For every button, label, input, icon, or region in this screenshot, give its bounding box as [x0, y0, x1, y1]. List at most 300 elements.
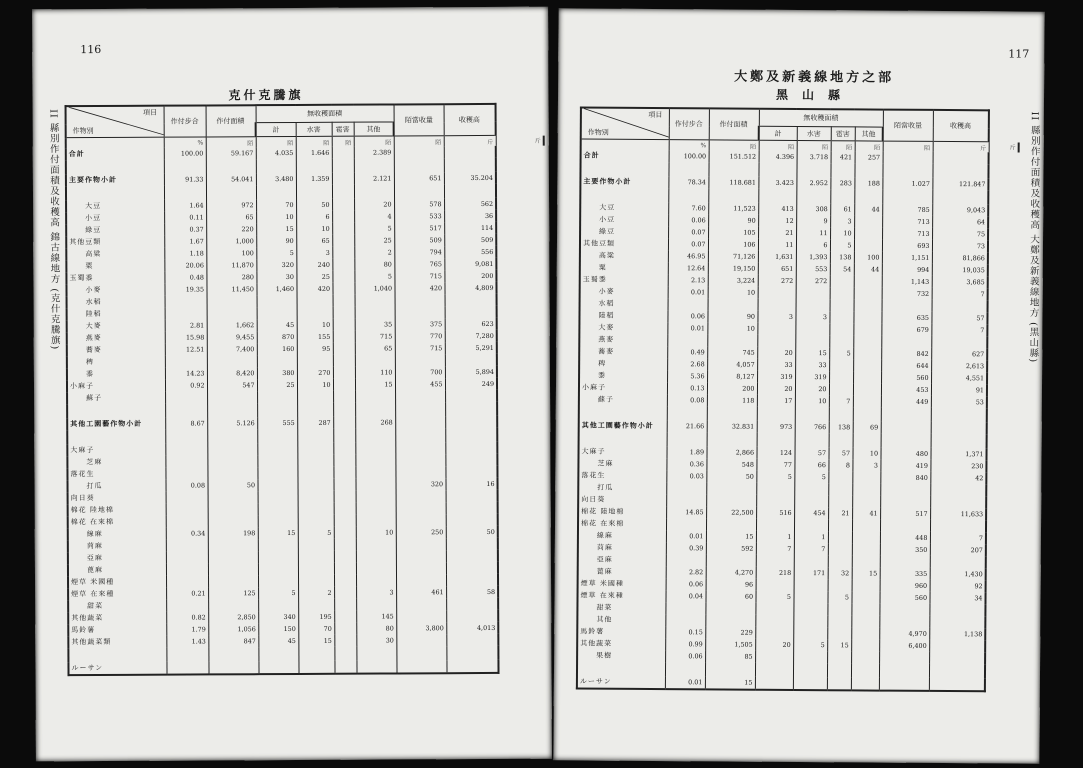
- value-cell: 10: [707, 322, 757, 334]
- value-cell: 20: [757, 383, 795, 395]
- value-cell: [208, 551, 258, 563]
- value-cell: [166, 539, 208, 551]
- value-cell: [880, 556, 930, 568]
- value-cell: [793, 651, 827, 663]
- value-cell: 3,800: [396, 622, 446, 634]
- value-cell: 58: [446, 586, 498, 598]
- value-cell: 90: [256, 235, 296, 247]
- value-cell: 85: [705, 650, 755, 662]
- value-cell: [794, 519, 828, 531]
- value-cell: [257, 429, 297, 443]
- value-cell: 7: [931, 324, 987, 336]
- value-cell: 21.66: [667, 420, 707, 432]
- value-cell: [756, 579, 794, 591]
- value-cell: 44: [854, 263, 882, 275]
- value-cell: 12: [758, 215, 796, 227]
- crop-name-cell: [577, 661, 665, 676]
- value-cell: [854, 227, 882, 239]
- value-cell: [828, 555, 852, 567]
- value-cell: [852, 495, 880, 507]
- value-cell: 5: [756, 471, 794, 483]
- value-cell: [258, 599, 298, 611]
- crop-name-cell: 高粱: [580, 249, 668, 262]
- value-cell: [828, 471, 852, 483]
- value-cell: 32.831: [707, 420, 757, 432]
- value-cell: [395, 390, 445, 402]
- value-cell: 461: [396, 586, 446, 598]
- value-cell: 623: [445, 318, 497, 330]
- value-cell: 34: [929, 592, 985, 604]
- value-cell: [258, 539, 298, 551]
- value-cell: [298, 515, 334, 527]
- value-cell: 713: [882, 216, 932, 228]
- value-cell: [297, 479, 333, 491]
- value-cell: 20: [354, 198, 394, 210]
- value-cell: [708, 188, 758, 202]
- crop-name-cell: 其他工園藝作物小計: [67, 418, 165, 431]
- value-cell: [758, 287, 796, 299]
- value-cell: 7: [829, 395, 853, 407]
- value-cell: 2.952: [796, 177, 830, 189]
- value-cell: [356, 490, 396, 502]
- value-cell: [444, 184, 496, 198]
- value-cell: [334, 635, 356, 647]
- value-cell: 65: [296, 235, 332, 247]
- value-cell: [355, 294, 395, 306]
- value-cell: 105: [708, 226, 758, 238]
- value-cell: 3: [757, 311, 795, 323]
- value-cell: [333, 379, 355, 391]
- right-page-subtitle: 黑山縣: [775, 87, 855, 103]
- crop-name-cell: 燕麥: [67, 332, 165, 345]
- value-cell: 2: [298, 587, 334, 599]
- value-cell: [355, 466, 395, 478]
- value-cell: 268: [355, 416, 395, 428]
- crop-name-cell: 打瓜: [68, 480, 166, 493]
- value-cell: 3: [830, 215, 854, 227]
- unit-label: 陌: [206, 137, 256, 148]
- value-cell: 100: [854, 251, 882, 263]
- value-cell: [296, 159, 332, 173]
- value-cell: [445, 294, 497, 306]
- value-cell: [853, 335, 881, 347]
- crop-name-cell: [66, 186, 164, 201]
- unit-label: 陌: [883, 141, 933, 152]
- value-cell: 0.99: [665, 638, 705, 650]
- value-cell: [395, 354, 445, 366]
- value-cell: [165, 307, 207, 319]
- value-cell: 14.23: [165, 367, 207, 379]
- crop-name-cell: ルーサン: [68, 662, 166, 676]
- value-cell: [793, 627, 827, 639]
- value-cell: [882, 164, 932, 178]
- value-cell: 1.89: [666, 446, 706, 458]
- value-cell: 15: [852, 567, 880, 579]
- value-cell: [258, 575, 298, 587]
- value-cell: 560: [881, 372, 931, 384]
- value-cell: 1.64: [164, 199, 206, 211]
- value-cell: 0.48: [164, 271, 206, 283]
- value-cell: [929, 640, 985, 652]
- value-cell: [756, 519, 794, 531]
- value-cell: [396, 598, 446, 610]
- value-cell: 45: [257, 319, 297, 331]
- value-cell: [395, 402, 445, 416]
- value-cell: 2.82: [666, 566, 706, 578]
- value-cell: 138: [829, 421, 853, 433]
- value-cell: 57: [794, 447, 828, 459]
- value-cell: 2.81: [165, 319, 207, 331]
- corner-top-label: 項目: [648, 110, 663, 120]
- value-cell: [355, 454, 395, 466]
- value-cell: 335: [880, 568, 930, 580]
- value-cell: 420: [394, 282, 444, 294]
- value-cell: 651: [394, 172, 444, 184]
- crop-name-cell: 小麥: [580, 285, 668, 298]
- value-cell: [333, 343, 355, 355]
- value-cell: 0.03: [666, 470, 706, 482]
- table-row: [68, 660, 546, 676]
- value-cell: 125: [208, 587, 258, 599]
- value-cell: [394, 146, 444, 158]
- value-cell: 766: [795, 421, 829, 433]
- value-cell: 3: [852, 459, 880, 471]
- value-cell: 145: [356, 610, 396, 622]
- value-cell: [298, 599, 334, 611]
- value-cell: [706, 554, 756, 566]
- crop-name-cell: 蘇子: [579, 393, 667, 406]
- crop-name-cell: 水稻: [580, 297, 668, 310]
- value-cell: 41: [852, 507, 880, 519]
- crop-name-cell: [67, 430, 165, 445]
- value-cell: 77: [756, 459, 794, 471]
- value-cell: [446, 574, 498, 586]
- value-cell: 283: [830, 177, 854, 189]
- value-cell: 842: [881, 348, 931, 360]
- value-cell: 0.39: [666, 542, 706, 554]
- crop-name-cell: 煙草 米國種: [578, 577, 666, 590]
- value-cell: [333, 455, 355, 467]
- value-cell: [931, 408, 987, 422]
- value-cell: 114: [444, 222, 496, 234]
- value-cell: [854, 299, 882, 311]
- value-cell: 1.43: [166, 635, 208, 647]
- value-cell: 32: [828, 567, 852, 579]
- value-cell: 1,430: [930, 568, 986, 580]
- value-cell: [446, 538, 498, 550]
- unit-blank: [66, 137, 164, 148]
- value-cell: 7,280: [445, 330, 497, 342]
- header-area: 作付面積: [206, 105, 256, 137]
- value-cell: [207, 467, 257, 479]
- value-cell: [829, 371, 853, 383]
- value-cell: 509: [444, 234, 496, 246]
- value-cell: [880, 484, 930, 496]
- value-cell: [828, 483, 852, 495]
- value-cell: 20: [795, 383, 829, 395]
- value-cell: 218: [756, 567, 794, 579]
- value-cell: [165, 295, 207, 307]
- value-cell: [333, 367, 355, 379]
- value-cell: 71,126: [708, 250, 758, 262]
- value-cell: 960: [880, 580, 930, 592]
- value-cell: [854, 215, 882, 227]
- crop-name-cell: 陸稻: [579, 309, 667, 322]
- unit-label: 陌: [797, 140, 831, 151]
- crop-name-cell: 大麥: [67, 320, 165, 333]
- value-cell: [355, 390, 395, 402]
- value-cell: 2,613: [931, 360, 987, 372]
- header-ratio: 作付步合: [669, 108, 709, 140]
- value-cell: [207, 391, 257, 403]
- crop-name-cell: 亞麻: [578, 553, 666, 566]
- crop-name-cell: 大豆: [580, 201, 668, 214]
- value-cell: 59.167: [206, 147, 256, 159]
- value-cell: [931, 336, 987, 348]
- value-cell: 2: [354, 246, 394, 258]
- value-cell: 1,371: [930, 448, 986, 460]
- value-cell: [396, 514, 446, 526]
- value-cell: 92: [930, 580, 986, 592]
- value-cell: [332, 211, 354, 223]
- value-cell: [853, 323, 881, 335]
- value-cell: 50: [706, 470, 756, 482]
- value-cell: 5: [354, 270, 394, 282]
- value-cell: 118: [707, 394, 757, 406]
- value-cell: 35.204: [444, 172, 496, 184]
- value-cell: 10: [708, 286, 758, 298]
- value-cell: 53: [931, 396, 987, 408]
- value-cell: [394, 184, 444, 198]
- value-cell: [827, 677, 851, 690]
- value-cell: [829, 311, 853, 323]
- value-cell: [929, 678, 985, 691]
- value-cell: 17: [757, 395, 795, 407]
- crop-name-cell: 水稻: [67, 296, 165, 309]
- value-cell: [446, 598, 498, 610]
- value-cell: 3.423: [758, 177, 796, 189]
- value-cell: [755, 651, 793, 663]
- value-cell: [829, 359, 853, 371]
- value-cell: [297, 355, 333, 367]
- value-cell: 745: [707, 346, 757, 358]
- value-cell: 15: [827, 639, 851, 651]
- value-cell: [830, 299, 854, 311]
- value-cell: 19.35: [164, 283, 206, 295]
- crop-name-cell: 向日葵: [68, 492, 166, 505]
- value-cell: [666, 518, 706, 530]
- crop-name-cell: [67, 404, 165, 419]
- value-cell: 65: [355, 342, 395, 354]
- value-cell: 547: [207, 379, 257, 391]
- value-cell: 713: [882, 228, 932, 240]
- value-cell: 171: [794, 567, 828, 579]
- crop-name-cell: [580, 161, 668, 176]
- value-cell: 160: [257, 343, 297, 355]
- value-cell: 75: [932, 228, 988, 240]
- value-cell: [795, 433, 829, 447]
- value-cell: [851, 677, 879, 690]
- value-cell: [796, 163, 830, 177]
- value-cell: [708, 162, 758, 176]
- value-cell: 7: [930, 532, 986, 544]
- value-cell: [446, 610, 498, 622]
- crop-name-cell: [68, 648, 166, 663]
- value-cell: 70: [298, 623, 334, 635]
- value-cell: 6: [296, 211, 332, 223]
- value-cell: [298, 661, 334, 674]
- header-other: 其他: [855, 127, 883, 141]
- value-cell: 0.21: [166, 587, 208, 599]
- value-cell: [851, 603, 879, 615]
- value-cell: [395, 466, 445, 478]
- value-cell: [298, 539, 334, 551]
- header-total: 計: [759, 126, 797, 140]
- value-cell: [794, 483, 828, 495]
- value-cell: 250: [396, 526, 446, 538]
- unit-label: 陌: [759, 140, 797, 151]
- value-cell: 5: [794, 471, 828, 483]
- value-cell: 480: [880, 448, 930, 460]
- right-side-label: II 縣別作付面積及收穫高 大鄭及新義線地方 (黑山縣): [1027, 111, 1040, 364]
- value-cell: [444, 146, 496, 158]
- value-cell: [208, 661, 258, 674]
- value-cell: [298, 503, 334, 515]
- value-cell: [297, 467, 333, 479]
- value-cell: 121.847: [932, 178, 988, 190]
- value-cell: 22,500: [706, 506, 756, 518]
- value-cell: 0.08: [667, 394, 707, 406]
- value-cell: 272: [796, 275, 830, 287]
- crop-name-cell: 主要作物小計: [66, 174, 164, 187]
- value-cell: 15: [298, 635, 334, 647]
- crop-name-cell: 亞麻: [68, 552, 166, 565]
- value-cell: [257, 307, 297, 319]
- value-cell: [667, 406, 707, 420]
- value-cell: [445, 466, 497, 478]
- value-cell: [796, 189, 830, 203]
- value-cell: [356, 574, 396, 586]
- value-cell: [830, 287, 854, 299]
- value-cell: [355, 354, 395, 366]
- crop-name-cell: 其他蔬菜: [68, 612, 166, 625]
- value-cell: 33: [795, 359, 829, 371]
- crop-name-cell: [580, 187, 668, 202]
- value-cell: 1,000: [206, 235, 256, 247]
- header-ratio: 作付步合: [164, 105, 206, 137]
- crop-name-cell: 棉花 陸地棉: [68, 504, 166, 517]
- value-cell: 10: [256, 211, 296, 223]
- header-corner-cell: [581, 107, 669, 139]
- value-cell: 785: [882, 204, 932, 216]
- value-cell: 21: [758, 227, 796, 239]
- value-cell: 8: [828, 459, 852, 471]
- value-cell: [445, 390, 497, 402]
- value-cell: [257, 295, 297, 307]
- value-cell: 7.60: [668, 202, 708, 214]
- crop-name-cell: 大麥: [579, 321, 667, 334]
- unit-label: 陌: [332, 136, 354, 147]
- value-cell: [830, 275, 854, 287]
- value-cell: [828, 531, 852, 543]
- value-cell: 0.07: [668, 226, 708, 238]
- value-cell: [882, 190, 932, 204]
- value-cell: [852, 555, 880, 567]
- value-cell: 60: [705, 590, 755, 602]
- value-cell: [881, 434, 931, 448]
- value-cell: 155: [297, 331, 333, 343]
- crop-name-cell: 其他蔬菜類: [68, 636, 166, 649]
- value-cell: 69: [853, 421, 881, 433]
- value-cell: 25: [296, 271, 332, 283]
- value-cell: 11,870: [206, 259, 256, 271]
- value-cell: 1.359: [296, 173, 332, 185]
- value-cell: 65: [206, 211, 256, 223]
- value-cell: 66: [794, 459, 828, 471]
- header-yield-per-unit: 陌當收量: [883, 110, 933, 142]
- value-cell: [851, 615, 879, 627]
- value-cell: [932, 190, 988, 204]
- value-cell: [166, 647, 208, 661]
- value-cell: [793, 663, 827, 677]
- value-cell: 64: [932, 216, 988, 228]
- value-cell: 5: [755, 591, 793, 603]
- value-cell: 320: [256, 259, 296, 271]
- value-cell: 1,631: [758, 251, 796, 263]
- value-cell: 270: [297, 367, 333, 379]
- value-cell: 454: [794, 507, 828, 519]
- crop-name-cell: 陸稻: [67, 308, 165, 321]
- value-cell: 272: [758, 275, 796, 287]
- value-cell: [207, 455, 257, 467]
- value-cell: [396, 574, 446, 586]
- value-cell: [332, 223, 354, 235]
- value-cell: 2.13: [668, 274, 708, 286]
- value-cell: [854, 189, 882, 203]
- crop-name-cell: 黍: [67, 368, 165, 381]
- value-cell: [208, 599, 258, 611]
- value-cell: [206, 159, 256, 173]
- value-cell: [828, 579, 852, 591]
- value-cell: [930, 484, 986, 496]
- value-cell: [206, 185, 256, 199]
- value-cell: [793, 615, 827, 627]
- value-cell: [446, 634, 498, 646]
- value-cell: 9: [796, 215, 830, 227]
- value-cell: 25: [257, 379, 297, 391]
- unit-label: 陌: [354, 136, 394, 147]
- value-cell: [755, 603, 793, 615]
- right-page-title: 大鄭及新義線地方之部: [734, 69, 895, 86]
- value-cell: 1,505: [705, 638, 755, 650]
- value-cell: 1,151: [882, 252, 932, 264]
- value-cell: [756, 495, 794, 507]
- crop-name-cell: 芝麻: [578, 457, 666, 470]
- value-cell: [827, 615, 851, 627]
- value-cell: [795, 323, 829, 335]
- value-cell: 0.01: [668, 286, 708, 298]
- value-cell: 15: [706, 530, 756, 542]
- value-cell: 50: [207, 479, 257, 491]
- value-cell: [851, 591, 879, 603]
- value-cell: 319: [757, 371, 795, 383]
- crop-name-cell: 芝麻: [67, 456, 165, 469]
- value-cell: 556: [444, 246, 496, 258]
- value-cell: 870: [257, 331, 297, 343]
- value-cell: 635: [881, 312, 931, 324]
- crop-name-cell: 煙草 在來種: [577, 589, 665, 602]
- value-cell: 100.00: [669, 150, 709, 162]
